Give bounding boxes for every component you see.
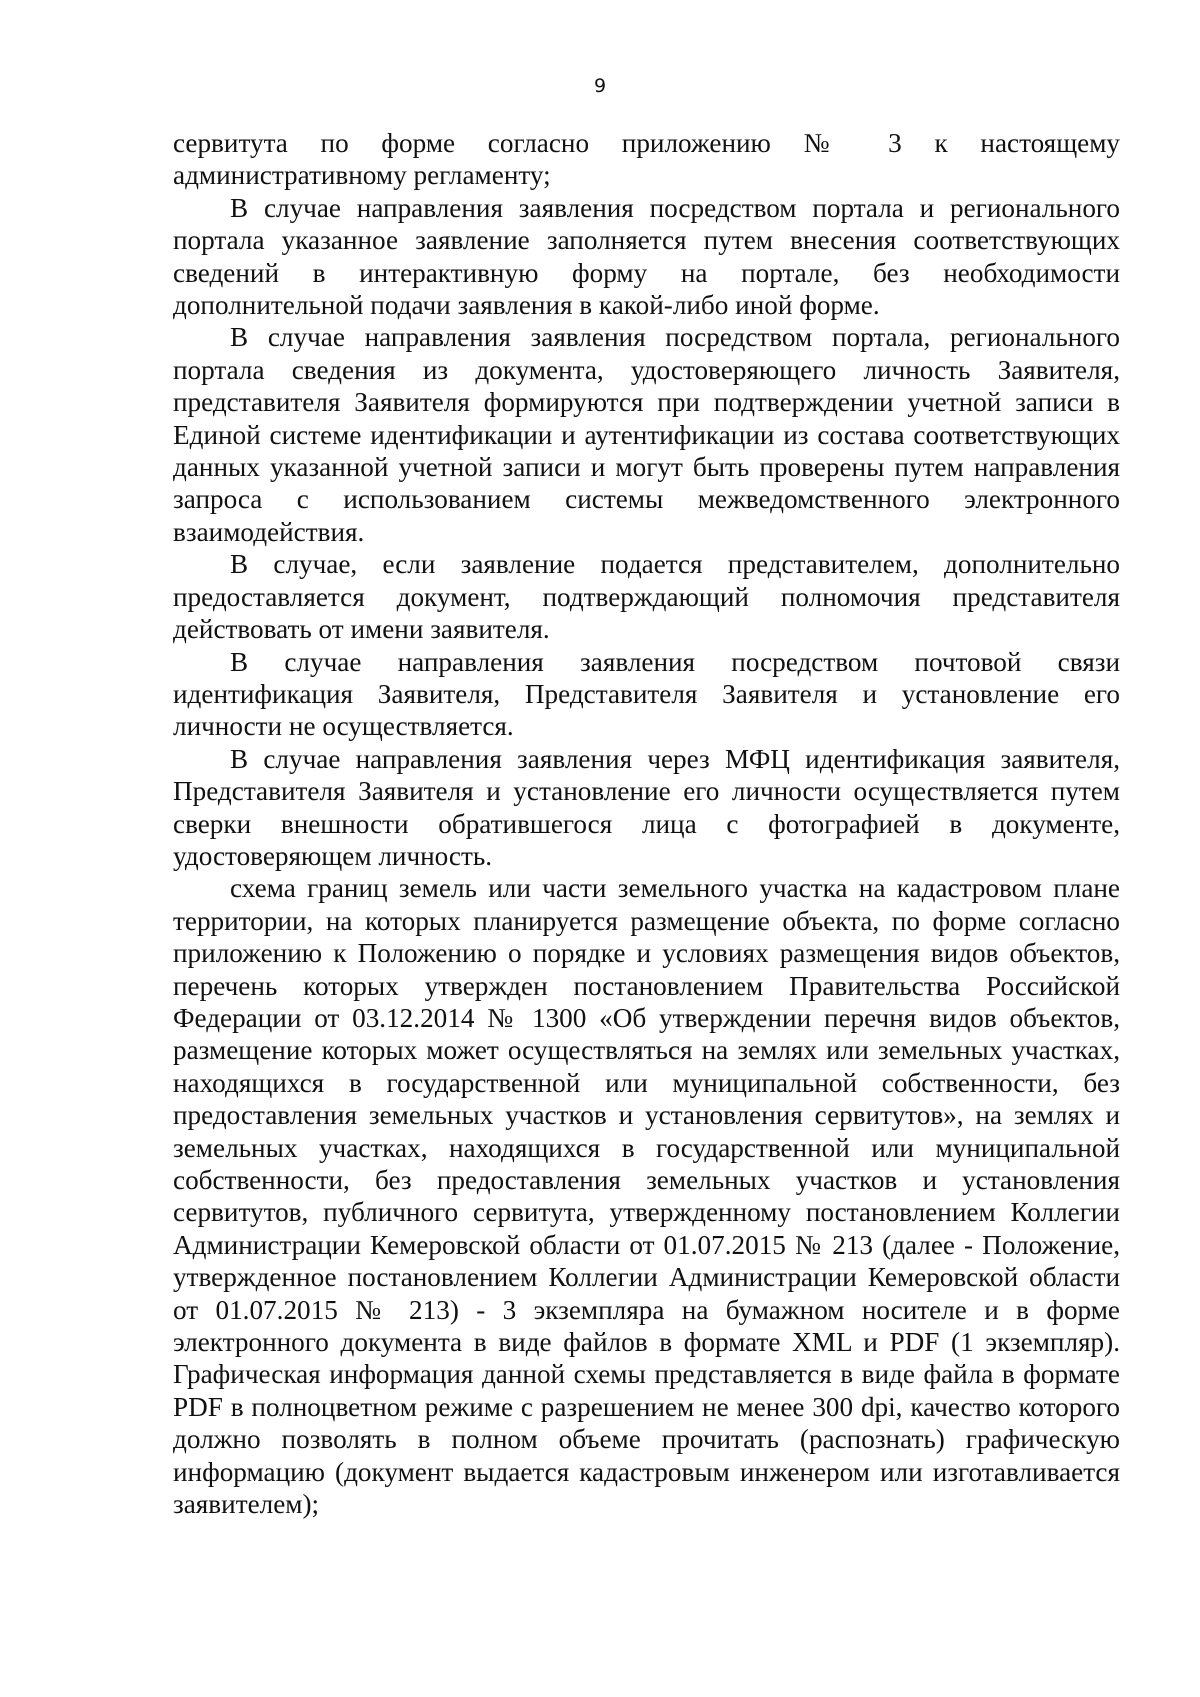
paragraph-boundary-scheme: схема границ земель или части земельного участка на кадастровом плане территории, на которых планируется размещение объекта, по форме согласно приложению к Положению о порядке и условиях размещения видов объектов, перечень которых утвержден постановлением Правительства Российской Федерации от 03.12.2014 № 1300 «Об утверждении перечня видов объектов, размещение которых может осуществляться на землях или земельных участках, находящихся в государственной или муниципальной собственности, без предоставления земельных участков и установления сервитутов», на землях и земельных участках, находящихся в государственной или муниципальной собственности, без предоставления земельных участков и установления сервитутов, публичного сервитута, утвержденному постановлением Коллегии Администрации Кемеровской области от 01.07.2015 № 213 (далее - Положение, утвержденное постановлением Коллегии Администрации Кемеровской области от 01.07.2015 № 213) - 3 экземпляра на бумажном носителе и в форме электронного документа в виде файлов в формате XML и PDF (1 экземпляр). Графическая информация данной схемы представляется в виде файла в формате PDF в полноцветном режиме с разрешением не менее 300 dpi, качество которого должно позволять в полном объеме прочитать (распознать) графическую информацию (документ выдается кадастровым инженером или изготавливается заявителем); [173, 873, 1120, 1520]
document-body [173, 127, 1120, 1520]
paragraph-mfc-submission: В случае направления заявления через МФЦ идентификация заявителя, Представителя Заявителя и установление его личности осуществляется путем сверки внешности обратившегося лица с фотографией в документе, удостоверяющем личность. [173, 743, 1120, 871]
paragraph-postal-submission: В случае направления заявления посредством почтовой связи идентификация Заявителя, Представителя Заявителя и установление его личности не осуществляется. [173, 646, 1120, 742]
paragraph-portal-submission: В случае направления заявления посредством портала и регионального портала указанное заявление заполняется путем внесения соответствующих сведений в интерактивную форму на портале, без необходимости дополнительной подачи заявления в какой-либо иной форме. [173, 192, 1120, 321]
paragraph-servitude-form: сервитута по форме согласно приложению № 3 к настоящему административному регламенту; [173, 128, 1120, 191]
paragraph-identity-verification: В случае направления заявления посредством портала, регионального портала сведения из документа, удостоверяющего личность Заявителя, представителя Заявителя формируются при подтверждении учетной записи в Единой системе идентификации и аутентификации из состава соответствующих данных указанной учетной записи и могут быть проверены путем направления запроса с использованием системы межведомственного электронного взаимодействия. [173, 322, 1120, 547]
paragraph-representative-authority: В случае, если заявление подается представителем, дополнительно предоставляется документ, подтверждающий полномочия представителя действовать от имени заявителя. [173, 549, 1120, 645]
page-number: 9 [593, 75, 607, 97]
